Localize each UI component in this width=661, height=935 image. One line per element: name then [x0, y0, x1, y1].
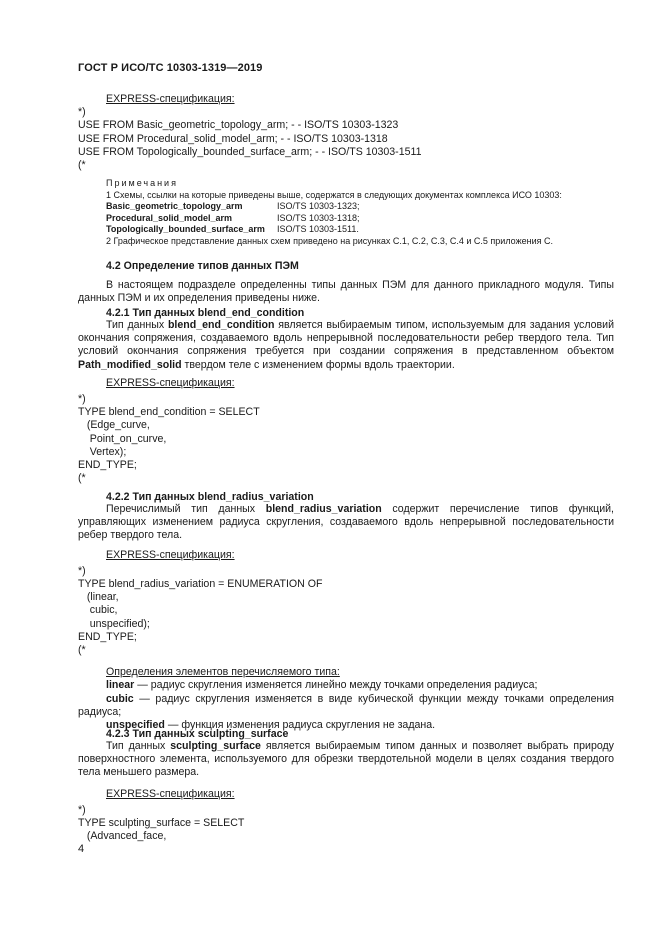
note-1: 1 Схемы, ссылки на которые приведены выше, содержатся в следующих документах комплекса ИСО 10303: — [106, 189, 562, 200]
code-line: (Advanced_face, — [78, 830, 167, 843]
code-line: *) — [78, 803, 86, 816]
section-4-2 — [78, 260, 614, 305]
enum-item: unspecified — функция изменения радиуса скругления не задана. — [106, 719, 436, 732]
section-title: 4.2.2 Тип данных blend_radius_variation — [106, 491, 314, 503]
code-line: (* — [78, 159, 86, 172]
section-title: 4.2.3 Тип данных sculpting_surface — [106, 728, 289, 740]
section-title: 4.2 Определение типов данных ПЭМ — [106, 260, 299, 272]
note-ref-row — [106, 201, 614, 213]
enum-item: cubic — радиус скругления изменяется в виде кубической функции между точками определения радиуса; — [78, 692, 614, 718]
schema-name: Procedural_solid_model_arm — [106, 212, 233, 223]
express-label: EXPRESS-спецификация: — [106, 548, 235, 561]
schema-ref: ISO/TS 10303-1511. — [277, 224, 359, 235]
code-line: cubic, — [78, 604, 118, 617]
section-paragraph: Тип данных blend_end_condition является выбираемым типом, используемым для задания условий окончания сопряжения, создаваемого вдоль непрерывной последовательности ребер твердого тела. Тип условий окончания сопряжения требуется при создании сопряжения в представленном объектом Path_modified_solid твердом теле с изменением формы вдоль траектории. — [78, 319, 614, 371]
section-4-2-3 — [78, 728, 614, 843]
code-line: TYPE blend_radius_variation = ENUMERATION OF — [78, 578, 323, 591]
section-paragraph: Перечислимый тип данных blend_radius_variation содержит перечисление типов функций, управляющих изменением радиуса скругления, создаваемого вдоль непрерывной последовательности ребер твердого тела. — [78, 503, 614, 542]
document-header: ГОСТ Р ИСО/ТС 10303-1319—2019 — [78, 62, 263, 74]
code-line: END_TYPE; — [78, 630, 137, 643]
schema-name: Basic_geometric_topology_arm — [106, 201, 243, 212]
express-label: EXPRESS-спецификация: — [106, 376, 235, 389]
section-4-2-2 — [78, 491, 614, 732]
schema-name: Topologically_bounded_surface_arm — [106, 224, 265, 235]
enum-item: linear — радиус скругления изменяется линейно между точками определения радиуса; — [106, 679, 538, 692]
code-line: *) — [78, 393, 86, 406]
page-number: 4 — [78, 843, 85, 855]
code-line: *) — [78, 106, 86, 119]
code-line: Point_on_curve, — [78, 432, 167, 445]
top-express-block — [78, 93, 614, 172]
code-line: USE FROM Topologically_bounded_surface_arm; - - ISO/TS 10303-1511 — [78, 145, 422, 158]
schema-ref: ISO/TS 10303-1323; — [277, 201, 360, 212]
note-ref-row — [106, 213, 614, 225]
note-ref-row — [106, 224, 614, 236]
section-title: 4.2.1 Тип данных blend_end_condition — [106, 307, 305, 319]
code-line: TYPE sculpting_surface = SELECT — [78, 817, 245, 830]
code-line: (Edge_curve, — [78, 419, 150, 432]
express-label: EXPRESS-спецификация: — [106, 787, 235, 800]
code-line: USE FROM Basic_geometric_topology_arm; - - ISO/TS 10303-1323 — [78, 119, 399, 132]
code-line: *) — [78, 564, 86, 577]
section-paragraph: В настоящем подразделе определенны типы данных ПЭМ для данного прикладного модуля. Типы данных ПЭМ и их определения приведены ниже. — [78, 279, 614, 305]
notes-block — [106, 178, 614, 248]
code-line: (linear, — [78, 591, 119, 604]
schema-ref: ISO/TS 10303-1318; — [277, 212, 360, 223]
notes-title: Примечания — [106, 178, 178, 188]
section-paragraph: Тип данных sculpting_surface является выбираемым типом данных и позволяет выбрать природу поверхностного элемента, используемого для обрезки твердотельной модели в целях создания твердого тела меньшего размера. — [78, 740, 614, 779]
code-line: (* — [78, 644, 86, 657]
code-line: USE FROM Procedural_solid_model_arm; - - ISO/TS 10303-1318 — [78, 132, 388, 145]
code-line: unspecified); — [78, 617, 150, 630]
section-4-2-1 — [78, 307, 614, 485]
code-line: (* — [78, 472, 86, 485]
express-label: EXPRESS-спецификация: — [106, 93, 235, 105]
note-2: 2 Графическое представление данных схем приведено на рисунках С.1, С.2, С.3, С.4 и С.5 приложения С. — [106, 235, 553, 246]
enum-definitions-title: Определения элементов перечисляемого типа: — [106, 666, 340, 679]
code-line: END_TYPE; — [78, 459, 137, 472]
code-line: Vertex); — [78, 445, 127, 458]
code-line: TYPE blend_end_condition = SELECT — [78, 406, 260, 419]
